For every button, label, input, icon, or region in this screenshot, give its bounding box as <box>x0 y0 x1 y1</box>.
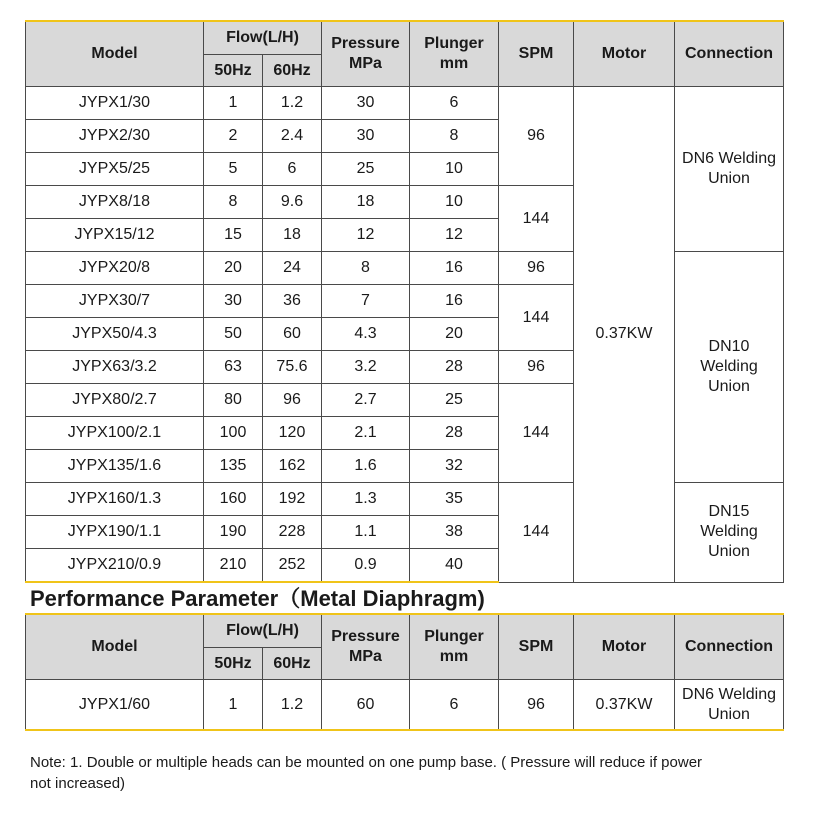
cell-pressure: 8 <box>322 252 410 285</box>
cell-flow-50hz: 80 <box>204 384 263 417</box>
header-connection: Connection <box>675 21 784 87</box>
cell-model: JYPX1/60 <box>26 680 204 731</box>
cell-flow-60hz: 1.2 <box>263 680 322 731</box>
cell-flow-50hz: 63 <box>204 351 263 384</box>
header-model: Model <box>26 21 204 87</box>
footnote <box>30 752 770 794</box>
cell-flow-50hz: 8 <box>204 186 263 219</box>
cell-flow-50hz: 190 <box>204 516 263 549</box>
cell-connection-dn15: DN15 Welding Union <box>675 483 784 583</box>
cell-connection: DN6 Welding Union <box>675 680 784 731</box>
cell-model: JYPX160/1.3 <box>26 483 204 516</box>
cell-model: JYPX63/3.2 <box>26 351 204 384</box>
cell-pressure: 3.2 <box>322 351 410 384</box>
cell-pressure: 1.6 <box>322 450 410 483</box>
cell-model: JYPX80/2.7 <box>26 384 204 417</box>
cell-spm: 144 <box>499 285 574 351</box>
cell-flow-50hz: 50 <box>204 318 263 351</box>
performance-table-metal <box>25 613 784 731</box>
cell-model: JYPX2/30 <box>26 120 204 153</box>
cell-motor: 0.37KW <box>574 680 675 731</box>
cell-pressure: 30 <box>322 87 410 120</box>
cell-plunger: 8 <box>410 120 499 153</box>
header-flow-50hz: 50Hz <box>204 55 263 87</box>
cell-plunger: 25 <box>410 384 499 417</box>
cell-pressure: 2.7 <box>322 384 410 417</box>
cell-plunger: 28 <box>410 351 499 384</box>
cell-flow-60hz: 75.6 <box>263 351 322 384</box>
section-title-metal-diaphragm: Performance Parameter（Metal Diaphragm) <box>30 586 485 611</box>
cell-flow-50hz: 210 <box>204 549 263 583</box>
cell-spm: 144 <box>499 483 574 583</box>
cell-plunger: 28 <box>410 417 499 450</box>
header-flow: Flow(L/H) <box>204 21 322 55</box>
cell-plunger: 35 <box>410 483 499 516</box>
header-motor: Motor <box>574 614 675 680</box>
header-model: Model <box>26 614 204 680</box>
cell-model: JYPX135/1.6 <box>26 450 204 483</box>
cell-flow-50hz: 135 <box>204 450 263 483</box>
cell-flow-60hz: 162 <box>263 450 322 483</box>
header-flow-60hz: 60Hz <box>263 648 322 680</box>
cell-plunger: 6 <box>410 87 499 120</box>
cell-plunger: 16 <box>410 252 499 285</box>
header-plunger: Plunger mm <box>410 614 499 680</box>
cell-spm: 96 <box>499 351 574 384</box>
cell-flow-60hz: 192 <box>263 483 322 516</box>
footnote-line-2: not increased) <box>30 775 126 792</box>
header-plunger: Plunger mm <box>410 21 499 87</box>
cell-flow-50hz: 5 <box>204 153 263 186</box>
header-pressure: Pressure MPa <box>322 21 410 87</box>
cell-plunger: 10 <box>410 153 499 186</box>
header-spm: SPM <box>499 614 574 680</box>
table-row <box>26 87 784 120</box>
cell-flow-60hz: 18 <box>263 219 322 252</box>
cell-flow-60hz: 228 <box>263 516 322 549</box>
cell-flow-60hz: 1.2 <box>263 87 322 120</box>
cell-plunger: 10 <box>410 186 499 219</box>
cell-plunger: 32 <box>410 450 499 483</box>
cell-flow-60hz: 60 <box>263 318 322 351</box>
cell-plunger: 6 <box>410 680 499 731</box>
footnote-line-1: Note: 1. Double or multiple heads can be mounted on one pump base. ( Pressure will reduce if power <box>30 754 703 771</box>
cell-flow-60hz: 6 <box>263 153 322 186</box>
performance-table-plastic <box>25 20 784 583</box>
cell-plunger: 38 <box>410 516 499 549</box>
cell-pressure: 25 <box>322 153 410 186</box>
header-flow-60hz: 60Hz <box>263 55 322 87</box>
table-row <box>26 680 784 731</box>
cell-model: JYPX5/25 <box>26 153 204 186</box>
cell-model: JYPX20/8 <box>26 252 204 285</box>
cell-pressure: 1.1 <box>322 516 410 549</box>
header-spm: SPM <box>499 21 574 87</box>
cell-flow-50hz: 160 <box>204 483 263 516</box>
cell-flow-50hz: 20 <box>204 252 263 285</box>
cell-model: JYPX100/2.1 <box>26 417 204 450</box>
cell-flow-60hz: 36 <box>263 285 322 318</box>
cell-model: JYPX1/30 <box>26 87 204 120</box>
cell-plunger: 40 <box>410 549 499 583</box>
header-flow: Flow(L/H) <box>204 614 322 648</box>
cell-pressure: 1.3 <box>322 483 410 516</box>
cell-pressure: 0.9 <box>322 549 410 583</box>
cell-model: JYPX8/18 <box>26 186 204 219</box>
cell-pressure: 2.1 <box>322 417 410 450</box>
cell-spm: 96 <box>499 252 574 285</box>
cell-pressure: 60 <box>322 680 410 731</box>
cell-flow-60hz: 120 <box>263 417 322 450</box>
cell-connection-dn10: DN10 Welding Union <box>675 252 784 483</box>
header-connection: Connection <box>675 614 784 680</box>
cell-model: JYPX190/1.1 <box>26 516 204 549</box>
cell-pressure: 7 <box>322 285 410 318</box>
cell-motor: 0.37KW <box>574 87 675 583</box>
cell-plunger: 20 <box>410 318 499 351</box>
cell-pressure: 4.3 <box>322 318 410 351</box>
cell-spm: 144 <box>499 186 574 252</box>
cell-pressure: 18 <box>322 186 410 219</box>
cell-pressure: 30 <box>322 120 410 153</box>
cell-plunger: 16 <box>410 285 499 318</box>
cell-model: JYPX15/12 <box>26 219 204 252</box>
cell-flow-60hz: 2.4 <box>263 120 322 153</box>
cell-flow-50hz: 1 <box>204 87 263 120</box>
cell-flow-60hz: 24 <box>263 252 322 285</box>
cell-flow-50hz: 30 <box>204 285 263 318</box>
header-flow-50hz: 50Hz <box>204 648 263 680</box>
header-pressure: Pressure MPa <box>322 614 410 680</box>
cell-spm: 96 <box>499 680 574 731</box>
cell-plunger: 12 <box>410 219 499 252</box>
cell-model: JYPX30/7 <box>26 285 204 318</box>
cell-flow-60hz: 9.6 <box>263 186 322 219</box>
cell-flow-50hz: 2 <box>204 120 263 153</box>
cell-spm: 144 <box>499 384 574 483</box>
cell-model: JYPX210/0.9 <box>26 549 204 583</box>
cell-flow-50hz: 100 <box>204 417 263 450</box>
header-motor: Motor <box>574 21 675 87</box>
cell-flow-60hz: 96 <box>263 384 322 417</box>
cell-flow-50hz: 1 <box>204 680 263 731</box>
cell-spm: 96 <box>499 87 574 186</box>
cell-flow-50hz: 15 <box>204 219 263 252</box>
cell-flow-60hz: 252 <box>263 549 322 583</box>
cell-pressure: 12 <box>322 219 410 252</box>
cell-connection-dn6: DN6 Welding Union <box>675 87 784 252</box>
cell-model: JYPX50/4.3 <box>26 318 204 351</box>
